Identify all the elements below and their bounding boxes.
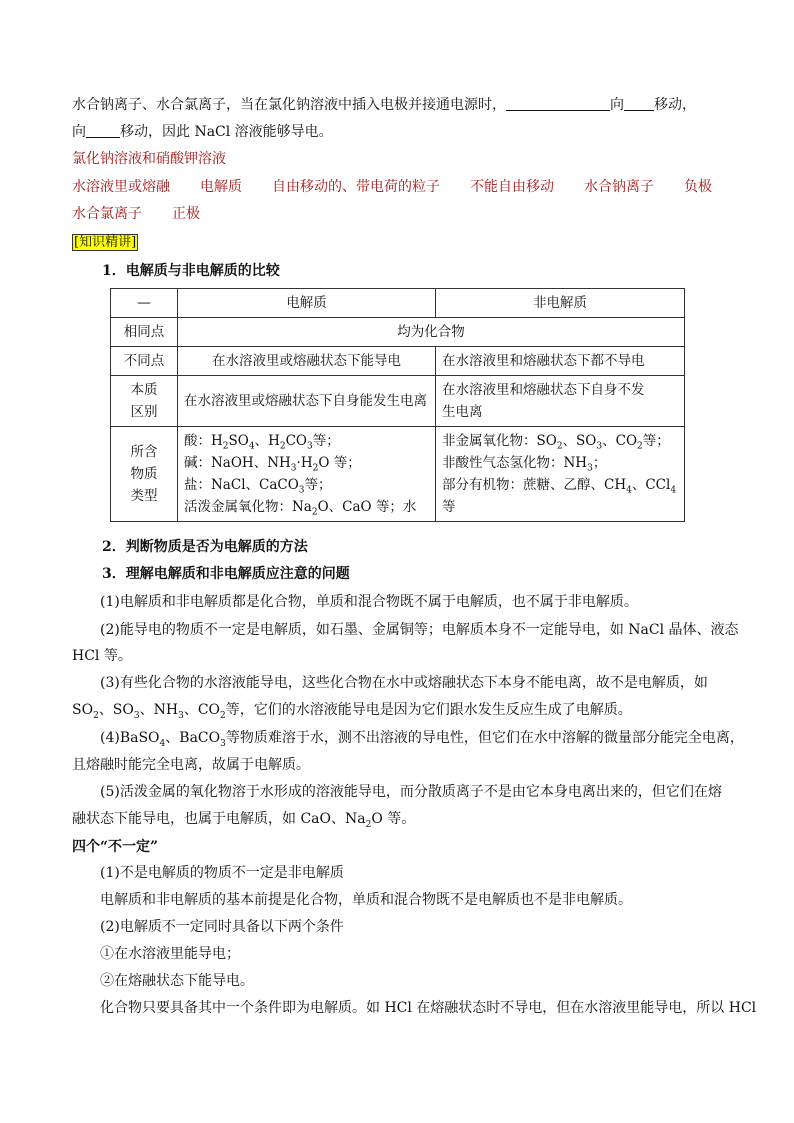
point-2-condition-1: ①在水溶液里能导电； [100, 946, 240, 962]
answer-item: 水合氯离子 [72, 206, 142, 222]
intro-line-2: 向 移动，因此 NaCl 溶液能够导电。 [72, 124, 333, 140]
answer-line-1: 氯化钠溶液和硝酸钾溶液 [72, 151, 226, 167]
point-1-title: (1)不是电解质的物质不一定是非电解质 [100, 865, 344, 881]
answer-item: 电解质 [200, 179, 242, 195]
answer-item: 正极 [172, 206, 200, 222]
section-tag-line [72, 232, 138, 253]
table-cell: 在水溶液里或熔融状态下自身能发生电离 [178, 376, 436, 427]
table-row [111, 318, 685, 347]
fill-blank-3[interactable] [86, 123, 120, 138]
table-cell: 酸：$H_2SO_4$、$H_2CO_3$等； 碱：NaOH、$NH_3\cdot H_2O$ 等； 盐：NaCl、CaCO$_3$等； 活泼金属氧化物：$Na_2O$、CaO 等；水 [178, 427, 436, 522]
fill-blank-2[interactable] [624, 96, 654, 111]
table-cell: 在水溶液里和熔融状态下自身不发 生电离 [436, 376, 685, 427]
comparison-table [110, 288, 685, 522]
intro-line-1: 水合钠离子、水合氯离子，当在氯化钠溶液中插入电极并接通电源时， 向 移动， [72, 97, 696, 113]
table-cell: 均为化合物 [178, 318, 685, 347]
table-row [111, 427, 685, 522]
answer-item: 水合钠离子 [584, 179, 654, 195]
fill-blank-1[interactable] [506, 96, 610, 111]
table-header-cell: 电解质 [178, 289, 436, 318]
table-cell: 在水溶液里或熔融状态下能导电 [178, 347, 436, 376]
paragraph-3a: (3)有些化合物的水溶液能导电，这些化合物在水中或熔融状态下本身不能电离，故不是电解质，如 [100, 675, 708, 691]
point-1-body: 电解质和非电解质的基本前提是化合物，单质和混合物既不是电解质也不是非电解质。 [100, 892, 632, 908]
table-row [111, 376, 685, 427]
answer-line-2 [72, 177, 712, 197]
paragraph-1: (1)电解质和非电解质都是化合物，单质和混合物既不属于电解质，也不属于非电解质。 [100, 594, 638, 610]
table-cell: 在水溶液里和熔融状态下都不导电 [436, 347, 685, 376]
table-row-label: 本质 区别 [111, 376, 178, 427]
table-cell: 非金属氧化物：$SO_2$、$SO_3$、$CO_2$等； 非酸性气态氢化物：$NH_3$； 部分有机物：蔗糖、乙醇、$CH_4$、CCl$_4$ 等 [436, 427, 685, 522]
table-row-label: 不同点 [111, 347, 178, 376]
paragraph-4b: 且熔融时能完全电离，故属于电解质。 [72, 757, 310, 773]
heading-2: 2．判断物质是否为电解质的方法 [102, 539, 308, 555]
paragraph-4a: (4)BaSO$_4$、BaCO$_3$等物质难溶于水，测不出溶液的导电性，但它们在水中溶解的微量部分能完全电离， [100, 730, 744, 749]
answer-item: 不能自由移动 [470, 179, 554, 195]
table-row [111, 347, 685, 376]
paragraph-5b: 融状态下能导电，也属于电解质，如 CaO、$Na_2O$ 等。 [72, 811, 416, 830]
paragraph-3b: $SO_2$、$SO_3$、$NH_3$、$CO_2$等，它们的水溶液能导电是因为它们跟水发生反应生成了电解质。 [72, 702, 632, 721]
paragraph-2b: HCl 等。 [72, 648, 132, 664]
point-2-condition-2: ②在熔融状态下能导电。 [100, 973, 254, 989]
table-header-cell: — [111, 289, 178, 318]
heading-3: 3．理解电解质和非电解质应注意的问题 [102, 566, 350, 582]
heading-1: 1．电解质与非电解质的比较 [102, 263, 280, 279]
table-row-label: 相同点 [111, 318, 178, 347]
answer-line-3 [72, 204, 230, 224]
paragraph-2a: (2)能导电的物质不一定是电解质，如石墨、金属铜等；电解质本身不一定能导电，如 NaCl 晶体、液态 [100, 622, 739, 638]
table-row [111, 289, 685, 318]
table-row-label: 所含 物质 类型 [111, 427, 178, 522]
answer-item: 自由移动的、带电荷的粒子 [272, 179, 440, 195]
point-2-title: (2)电解质不一定同时具备以下两个条件 [100, 919, 344, 935]
answer-item: 水溶液里或熔融 [72, 179, 170, 195]
answer-item: 负极 [684, 179, 712, 195]
paragraph-5a: (5)活泼金属的氧化物溶于水形成的溶液能导电，而分散质离子不是由它本身电离出来的，但它们在熔 [100, 784, 722, 800]
section-tag: [知识精讲] [74, 235, 137, 250]
point-2-body: 化合物只要具备其中一个条件即为电解质。如 HCl 在熔融状态时不导电，但在水溶液里能导电，所以 HCl [100, 1000, 757, 1016]
heading-4: 四个“不一定” [72, 839, 159, 855]
table-header-cell: 非电解质 [436, 289, 685, 318]
